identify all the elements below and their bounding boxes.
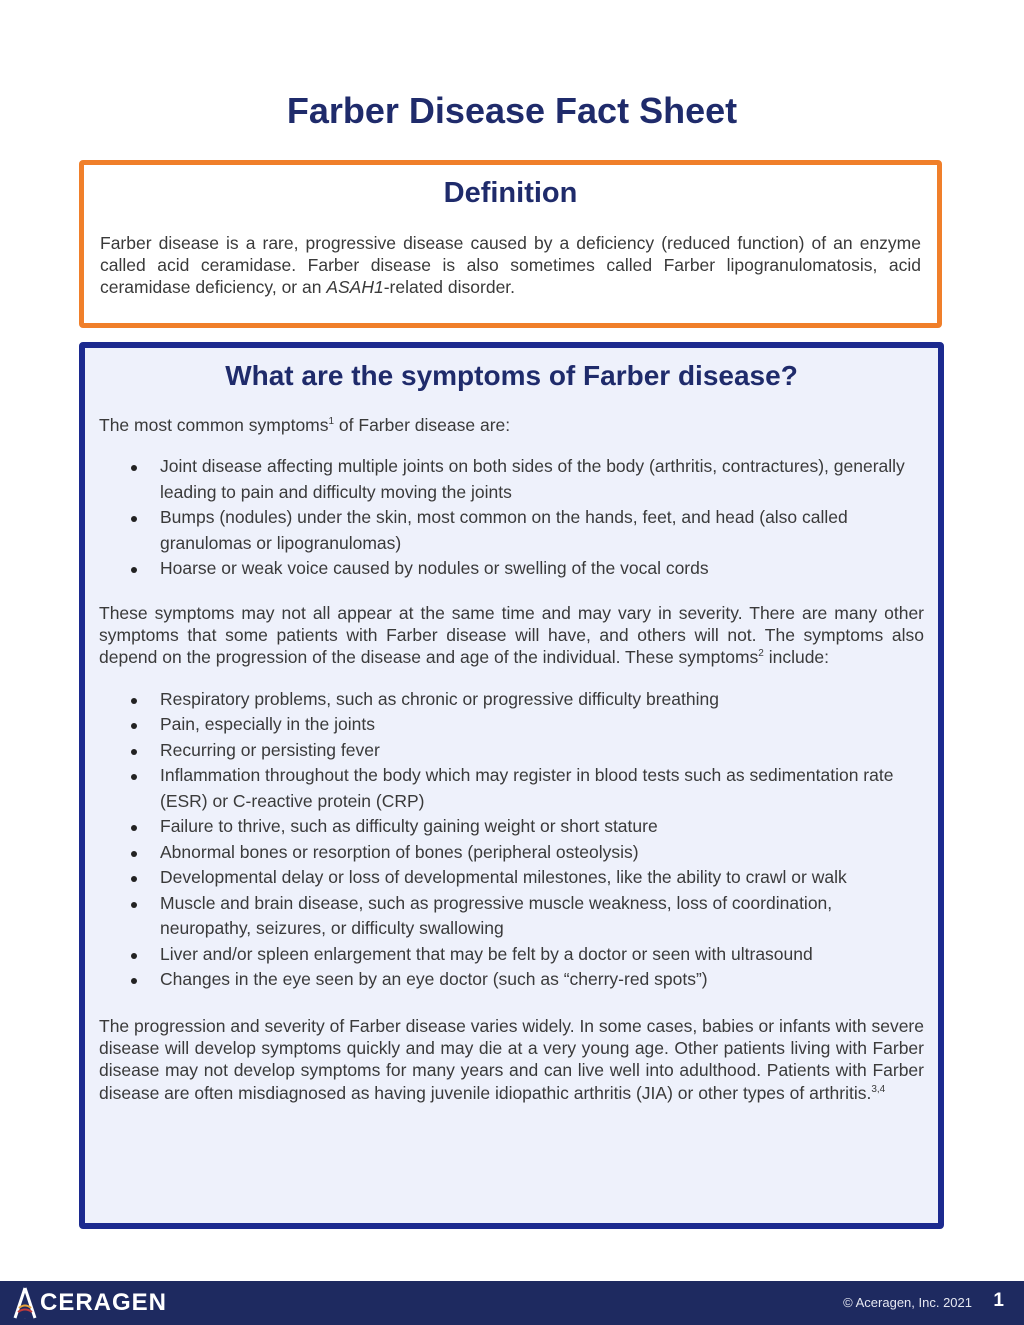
reference-superscript: 3,4 (871, 1083, 886, 1095)
list-item: Muscle and brain disease, such as progressive muscle weakness, loss of coordination, neuropathy, seizures, or difficulty swallowing (160, 891, 924, 942)
list-item: Bumps (nodules) under the skin, most common on the hands, feet, and head (also called granulomas or lipogranulomas) (160, 505, 924, 556)
list-item: Pain, especially in the joints (160, 712, 924, 738)
copyright-text: © Aceragen, Inc. 2021 (843, 1295, 972, 1310)
list-item: Abnormal bones or resorption of bones (peripheral osteolysis) (160, 840, 924, 866)
symptoms-heading: What are the symptoms of Farber disease? (225, 360, 798, 391)
list-item: Recurring or persisting fever (160, 738, 924, 764)
intro-text: The most common symptoms (99, 415, 329, 435)
common-symptoms-list (85, 454, 938, 582)
symptoms-variability-paragraph (99, 602, 924, 669)
aceragen-logo (12, 1285, 167, 1321)
paragraph-text: These symptoms may not all appear at the same time and may vary in severity. There are many other symptoms that some patients with Farber disease will have, and others will not. The symptoms also depend on the progression of the disease and age of the individual. These symptoms (99, 602, 924, 668)
gene-name: ASAH1 (326, 277, 384, 297)
reference-superscript: 2 (758, 648, 764, 660)
list-item: Changes in the eye seen by an eye doctor (such as “cherry-red spots”) (160, 967, 924, 993)
logo-wordmark: CERAGEN (40, 1289, 168, 1316)
list-item: Hoarse or weak voice caused by nodules or swelling of the vocal cords (160, 556, 924, 582)
list-item: Respiratory problems, such as chronic or progressive difficulty breathing (160, 687, 924, 713)
list-item: Inflammation throughout the body which may register in blood tests such as sedimentation rate (ESR) or C-reactive protein (CRP) (160, 763, 924, 814)
paragraph-text-end: include: (763, 647, 830, 668)
definition-text (100, 232, 921, 298)
logo-initial: A (24, 1319, 26, 1320)
definition-heading: Definition (443, 177, 578, 209)
page-number: 1 (993, 1290, 1004, 1311)
page-footer (0, 1281, 1024, 1325)
list-item: Failure to thrive, such as difficulty gaining weight or short stature (160, 814, 924, 840)
logo-helix-icon (12, 1286, 38, 1320)
definition-text-end: -related disorder. (383, 277, 516, 297)
progression-paragraph (99, 1015, 924, 1104)
list-item: Developmental delay or loss of developmental milestones, like the ability to crawl or walk (160, 865, 924, 891)
intro-text-end: of Farber disease are: (334, 415, 511, 435)
definition-box (79, 160, 942, 328)
page-title: Farber Disease Fact Sheet (286, 90, 738, 131)
list-item: Joint disease affecting multiple joints on both sides of the body (arthritis, contractures), generally leading to pain and difficulty moving the joints (160, 454, 924, 505)
list-item: Liver and/or spleen enlargement that may be felt by a doctor or seen with ultrasound (160, 942, 924, 968)
symptoms-box (79, 342, 944, 1229)
paragraph-text: The progression and severity of Farber disease varies widely. In some cases, babies or infants with severe disease will develop symptoms quickly and may die at a very young age. Other patients living with Farber disease may not develop symptoms for many years and can live well into adulthood. Patients with Farber disease are often misdiagnosed as having juvenile idiopathic arthritis (JIA) or other types of arthritis. (99, 1015, 924, 1103)
definition-text-main: Farber disease is a rare, progressive disease caused by a deficiency (reduced function) of an enzyme called acid ceramidase. Farber disease is also sometimes called Farber lipogranulomatosis, acid ceramidase deficiency, or an (100, 233, 921, 297)
other-symptoms-list (85, 687, 938, 993)
reference-superscript: 1 (328, 416, 335, 428)
symptoms-intro (99, 414, 924, 436)
